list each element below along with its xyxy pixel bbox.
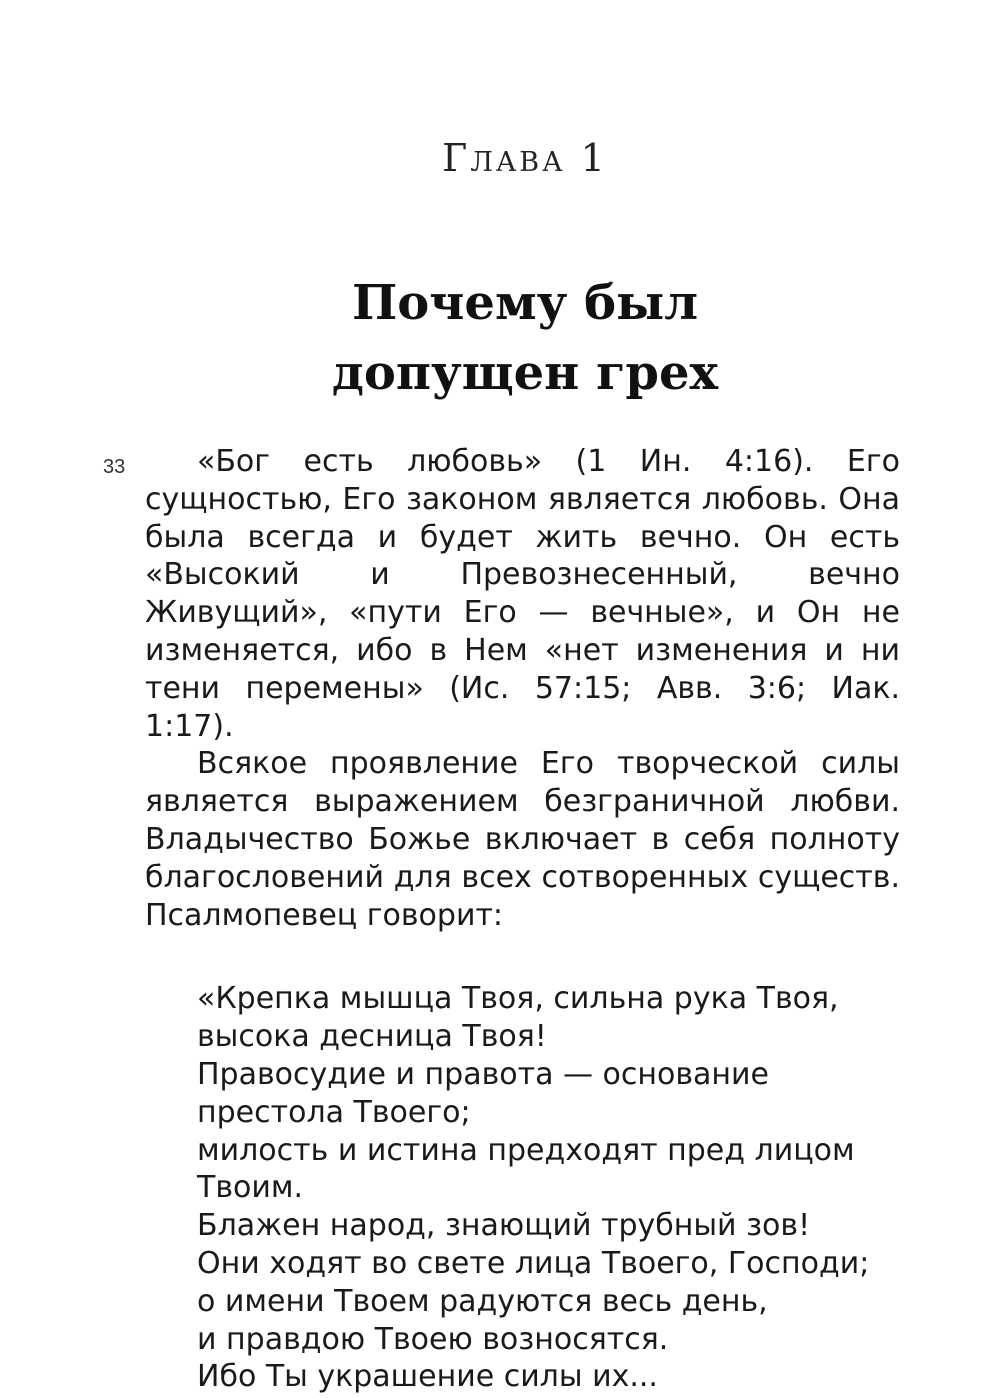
poem-line-1: «Крепка мышца Твоя, сильна рука Твоя, bbox=[197, 981, 839, 1017]
poem-line-8: и правдою Твоею возносятся. bbox=[197, 1321, 669, 1357]
poem-line-2: высока десница Твоя! bbox=[197, 1019, 547, 1055]
chapter-title-line-2: допущен грех bbox=[331, 345, 719, 401]
chapter-title bbox=[0, 268, 1000, 408]
chapter-label: Глава 1 bbox=[442, 136, 608, 180]
poem-line-4: милость и истина предходят пред лицом Твоим. bbox=[197, 1132, 855, 1206]
poem-line-3: Правосудие и правота — основание престола Твоего; bbox=[197, 1056, 769, 1130]
chapter-title-line-1: Почему был bbox=[351, 275, 699, 331]
poem-line-7: о имени Твоем радуются весь день, bbox=[197, 1283, 768, 1319]
paragraph-1: «Бог есть любовь» (1 Ин. 4:16). Его сущностью, Его законом является любовь. Она была всегда и будет жить вечно. Он есть «Высокий и Превознесенный, вечно Живущий», «пути Его — вечные», и Он не изменяется, ибо в Нем «нет изменения и ни тени перемены» (Ис. 57:15; Авв. 3:6; Иак. 1:17). bbox=[145, 444, 900, 744]
chapter-body bbox=[145, 443, 900, 1396]
page-reference-number: 33 bbox=[103, 456, 126, 478]
poem-line-5: Блажен народ, знающий трубный зов! bbox=[197, 1208, 811, 1244]
poem-line-6: Они ходят во свете лица Твоего, Господи; bbox=[197, 1245, 870, 1281]
paragraph-2: Всякое проявление Его творческой силы является выражением безграничной любви. Владычество Божье включает в себя полноту благословений для всех сотворенных существ. Псалмопевец говорит: bbox=[145, 746, 900, 933]
poem-line-9: Ибо Ты украшение силы их... bbox=[197, 1359, 658, 1395]
psalm-quote bbox=[197, 980, 897, 1396]
